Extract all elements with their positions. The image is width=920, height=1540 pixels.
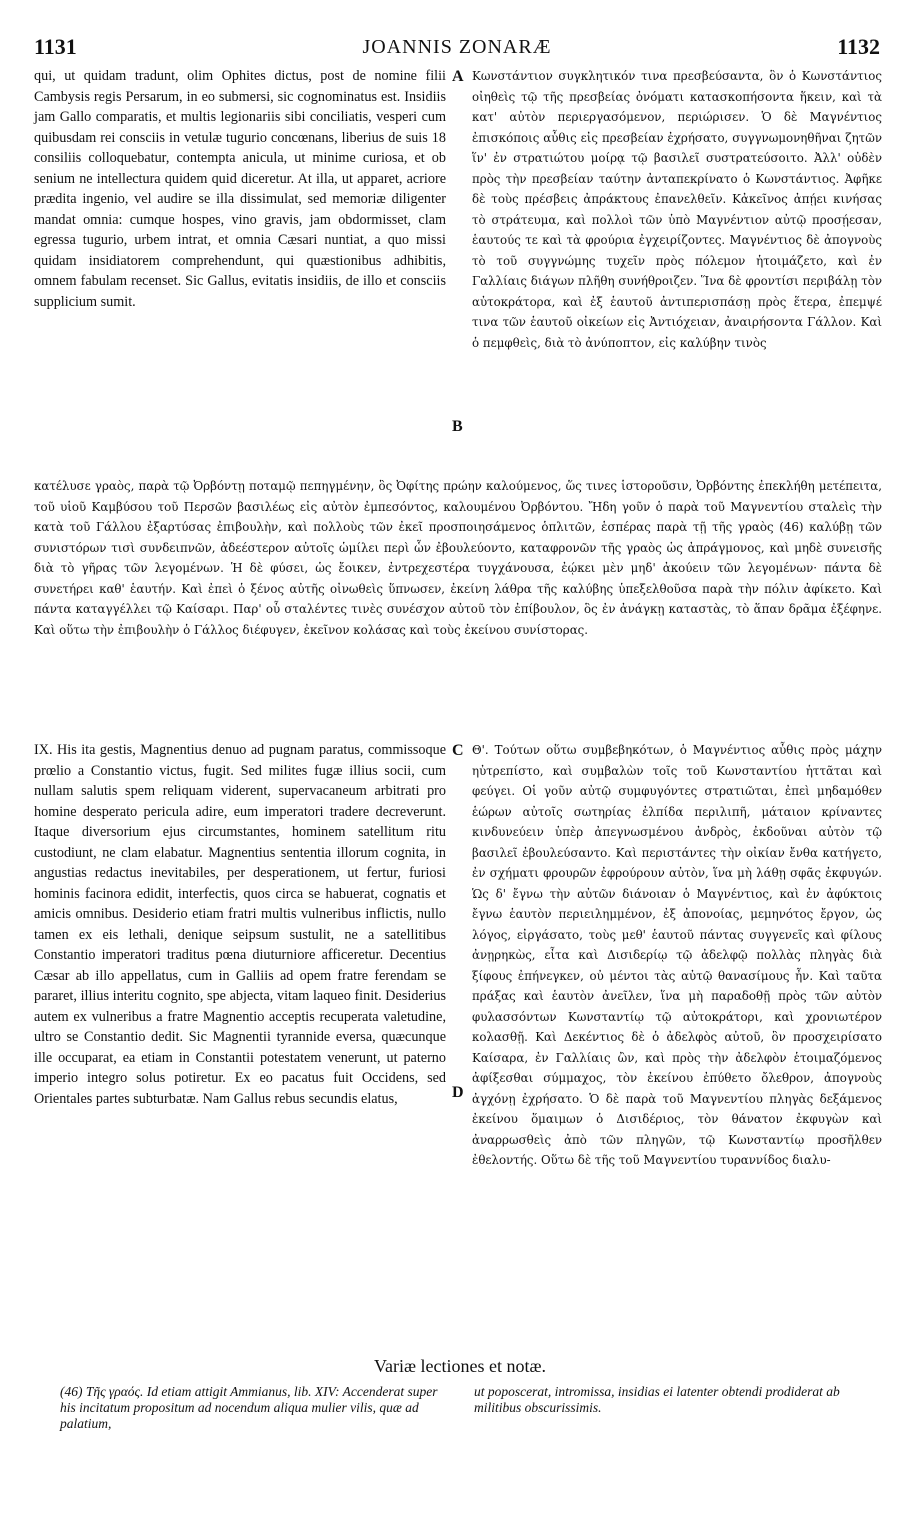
- greek-column-2: Θ'. Τούτων οὕτω συμβεβηκότων, ὁ Μαγνέντιος αὖθις πρὸς μάχην ηὐτρεπίστο, καὶ συμβαλὼν τοῖς τοῦ Κωνσταντίου ἡττᾶται καὶ φεύγει. Οἱ γοῦν αὐτῷ συμφυγόντες στρατιῶται, ἐπεὶ μηδαμόθεν ἑώρων αὐτοῖς σωτηρίας ἐλπίδα περιλιπῆ, μάταιον κρίναντες κινδυνεύειν ὑπὲρ ἀπεγνωσμένου ἀνδρὸς, ἐκδοῦναι αὐτὸν τῷ βασιλεῖ ἐβουλεύσαντο. Καὶ περιστάντες τὴν οἰκίαν ἔνθα κατήγετο, ἐν σχήματι φρουρῶν ἐφρούρουν αὐτὸν, ἵνα μὴ λάθῃ σφᾶς ἐκφυγών. Ὡς δ' ἔγνω τὴν αὐτῶν διάνοιαν ὁ Μαγνέντιος, καὶ ἐν ἀφύκτοις ἔγνω ἑαυτὸν περιειλημμένον, ἐξ ἀπονοίας, μεμηνότος ἔργον, ὡς λόγος, εἰργάσατο, τοὺς μεθ' ἑαυτοῦ πάντας συγγενεῖς καὶ φίλους ἀνῃρηκὼς, εἶτα καὶ Δισιδερίῳ τῷ ἀδελφῷ πολλὰς πληγὰς διὰ ξίφους ἐπήνεγκεν, οὐ μέντοι τὰς αὐτῷ θανασίμους ἦν. Καὶ ταῦτα πράξας καὶ ἑαυτὸν ἀνεῖλεν, ἵνα μὴ παραδοθῇ πρὸς τῶν αὐτὸν φυλασσόντων Κωνσταντίῳ τῷ αὐτοκράτορι, καὶ χρονιωτέρον κολασθῇ. Καὶ Δεκέντιος δὲ ὁ ἀδελφὸς αὐτοῦ, ὃν προσχειρίσατο Καίσαρα, ἐν Γαλλίαις ὢν, καὶ πρὸς τὴν ἀδελφὸν ἑτοιμαζόμενος ἀφίξεσθαι σύμμαχος, τὸν ἐκείνου ἐπύθετο ὄλεθρον, ἀπογνοὺς ἀγχόνῃ ἐχρήσατο. Ὁ δὲ παρὰ τοῦ Μαγνεντίου πληγὰς δεξάμενος ἐκείνου ὅμαιμων ὁ Δισιδέριος, τὸν θάνατον ἐκφυγὼν καὶ ἀναρρωσθεὶς ἀπὸ τῶν πληγῶν, τῷ Κωνσταντίῳ προσῆλθεν ἐθελοντής. Οὕτω δὲ τῆς τοῦ Μαγνεντίου τυραννίδος διαλυ-: [472, 743, 882, 1167]
- note-right: ut poposcerat, intromissa, insidias ei latenter obtendi prodiderat ab militibus obscurissimis.: [474, 1384, 840, 1415]
- margin-letter-d: D: [452, 1084, 464, 1101]
- latin-column-2: IX. His ita gestis, Magnentius denuo ad pugnam paratus, commissoque prœlio a Constantio victus, fugit. Sed milites fugæ illius socii, cum nullam salutis spem reliquam viderent, supervacaneum arbitrati pro homine desperato pericula adire, eum imperatori tradere decreverunt. Itaque diversorium ejus circumstantes, hominem satellitum ritu custodiunt, ne clam elabatur. Magnentius sententia illorum cognita, in angustias redactus inevitabiles, per desperationem, ut fertur, furiosi hominis facinora edidit, interfectis, quos circa se habuerat, cognatis et amicis omnibus. Desiderio etiam fratri multis vulneribus inflictis, nullo tamen ex eis lethali, denique seipsum sustulit, ne a satellitibus Constantio imperatori traditus pœna diuturniore afficeretur. Decentius Cæsar ab illo appellatus, cum in Galliis ad opem fratre ferendam se pararet, illius interitu cognito, spe abjecta, vitam laqueo finit. Desiderius autem ex vulneribus a fratre Magnentio acceptis recuperata valetudine, ultro se Constantio dedit. Sic Magnentii tyrannide eversa, quæcunque ille occuparat, ea etiam in Constantii potestatem venerunt, ut paterno imperio integro solus potiretur. Ex eo pacatus fuit Occidens, sed Orientales partes subturbatæ. Nam Gallus rebus secundis elatus,: [34, 742, 446, 1107]
- greek-full-width-paragraph: κατέλυσε γραὸς, παρὰ τῷ Ὀρβόντῃ ποταμῷ πεπηγμένην, ὃς Ὀφίτης πρώην καλούμενος, ὥς τινες ἱστοροῦσιν, Ὀρβόντης ἐπεκλήθη μετέπειτα, τοῦ υἱοῦ Καμβύσου τοῦ Περσῶν βασιλέως εἰς αὐτὸν ἐμπεσόντος, καλουμένου Ὀρβόντου. Ἤδη γοῦν ὁ παρὰ τοῦ Μαγνεντίου σταλεὶς τὴν κατὰ τοῦ Γάλλου ἐξαρτύσας ἐπιβουλὴν, καὶ πολλοὺς τῶν ἐκεῖ προσποιησάμενος ὁπλιτῶν, ἑσπέρας παρὰ τῇ τῆς γραὸς (46) καλύβῃ τῶν συνιστόρων τισὶ συνδειπνῶν, ἀδεέστερον αὐτοῖς ὡμίλει περὶ ὧν ἐβουλεύοντο, καταφρονῶν τῆς γραὸς ὡς ἀπράγμονος, καὶ μηδὲ συνεισῆς διὰ τὸ γῆρας τῶν λεγομένων. Ἡ δὲ φύσει, ὡς ἔοικεν, ἐντρεχεστέρα τυγχάνουσα, ἐῴκει μὲν μηδ' ἀκούειν τῶν λεγομένων· πάντα δὲ συνετήρει καθ' ἑαυτήν. Καὶ ἐπεὶ ὁ ξένος αὐτῆς οἰνωθεὶς ὕπνωσεν, ἐκείνη λάθρα τῆς καλύβης ὑπεξελθοῦσα παρὰ τὴν πόλιν ἀφίκετο. Καὶ πάντα καταγγέλλει τῷ Καίσαρι. Παρ' οὗ σταλέντες τινὲς συνέσχον αὐτοῦ τὸν ἐπίβουλον, ὃς ἐν ἀνάγκῃ καταστὰς, τὸ ἅπαν δρᾶμα ἐξέφηνε. Καὶ οὕτω τὴν ἐπιβουλὴν ὁ Γάλλος διέφυγεν, ἐκεῖνον κολάσας καὶ τοὺς ἐκείνου συνίστορας.: [34, 479, 882, 637]
- right-page-number: 1132: [837, 34, 880, 59]
- margin-letter-c: C: [452, 742, 464, 759]
- note-left: (46) Τῆς γραός. Id etiam attigit Ammianus, lib. XIV: Accenderat super his incitatum propositum ad nocendum aliqua mulier vilis, quæ ad palatium,: [60, 1384, 438, 1431]
- greek-column-1: Κωνστάντιον συγκλητικόν τινα πρεσβεύσαντα, ὃν ὁ Κωνστάντιος οἰηθεὶς τῷ τῆς πρεσβείας ὀνόματι κατασκοπήσοντα ἥκειν, καὶ τὰ κατ' αὐτὸν περιεργασόμενον, περιώρισεν. Ὁ δὲ Μαγνέντιος ἐπισκόποις αὖθις εἰς πρεσβείαν ἐχρήσατο, συγγνωμονηθῆναι ζητῶν ἵν' ἐν στρατιώτου μοίρᾳ τῷ βασιλεῖ συστρατεύσοιτο. Ἀλλ' οὐδὲν πρὸς τὴν πρεσβείαν ταύτην ἀνταπεκρίνατο ὁ Κωνστάντιος. Ἀφῆκε δὲ τοὺς πρέσβεις ἀπράκτους ἐπανελθεῖν. Κἀκεῖνος ἀπῄει κινήσας τὸ στράτευμα, καὶ πολλοὶ τῶν ὑπὸ Μαγνέντιον αὐτῷ προσῄεσαν, ἑαυτούς τε καὶ τὰ φρούρια ἐγχειρίζοντες. Μαγνέντιος δὲ ἀπογνοὺς τὸ τοῦ συγγνώμης τυχεῖν πρὸς πόλεμον ἡτοιμάζετο, καὶ ἐν Γαλλίαις διάγων πλῆθη συνήθροιζεν. Ἵνα δὲ φροντίσι περιβάλῃ τὸν αὐτοκράτορα, καὶ ἐξ ἑαυτοῦ ἀντιπερισπάσῃ πρὸς ἕτερα, ἐπεμψέ τινα τῶν ἑαυτοῦ οἰκείων εἰς Ἀντιόχειαν, ἀναιρήσοντα Γάλλον. Καὶ ὁ πεμφθεὶς, διὰ τὸ ἀνύποπτον, εἰς καλύβην τινὸς: [472, 69, 882, 350]
- margin-letter-b: B: [452, 418, 463, 435]
- left-page-number: 1131: [34, 34, 77, 59]
- running-header: [34, 34, 880, 64]
- margin-letter-a: A: [452, 68, 464, 85]
- notes-heading: Variæ lectiones et notæ.: [374, 1356, 546, 1376]
- running-title: JOANNIS ZONARÆ: [362, 36, 552, 58]
- latin-column-1: qui, ut quidam tradunt, olim Ophites dictus, post de nomine filii Cambysis regis Persarum, in eo submersi, sic cognominatus est. Insidiis jam Gallo comparatis, et multis legionariis sibi conciliatis, vesperi cum quibusdam rei consciis in vetulæ tugurio concœnans, liberius de suis 18 consiliis colloquebatur, contempta anicula, ut minime curiosa, et ob senium ne intellectura quidem quid diceretur. At illa, ut apparet, acriore prædita ingenio, vel audire se illa dissimulat, sed memoriæ diligenter mandat omnia: cumque hospes, vino gravis, jam obdormisset, clam egressa tugurio, urbem intrat, et omnia Cæsari nuntiat, a quo missi quidam insidiatorem comprehendunt, qui quæstionibus adhibitis, omnem fabulam recenset. Sic Gallus, evitatis insidiis, de illo et consciis supplicium sumit.: [34, 68, 446, 310]
